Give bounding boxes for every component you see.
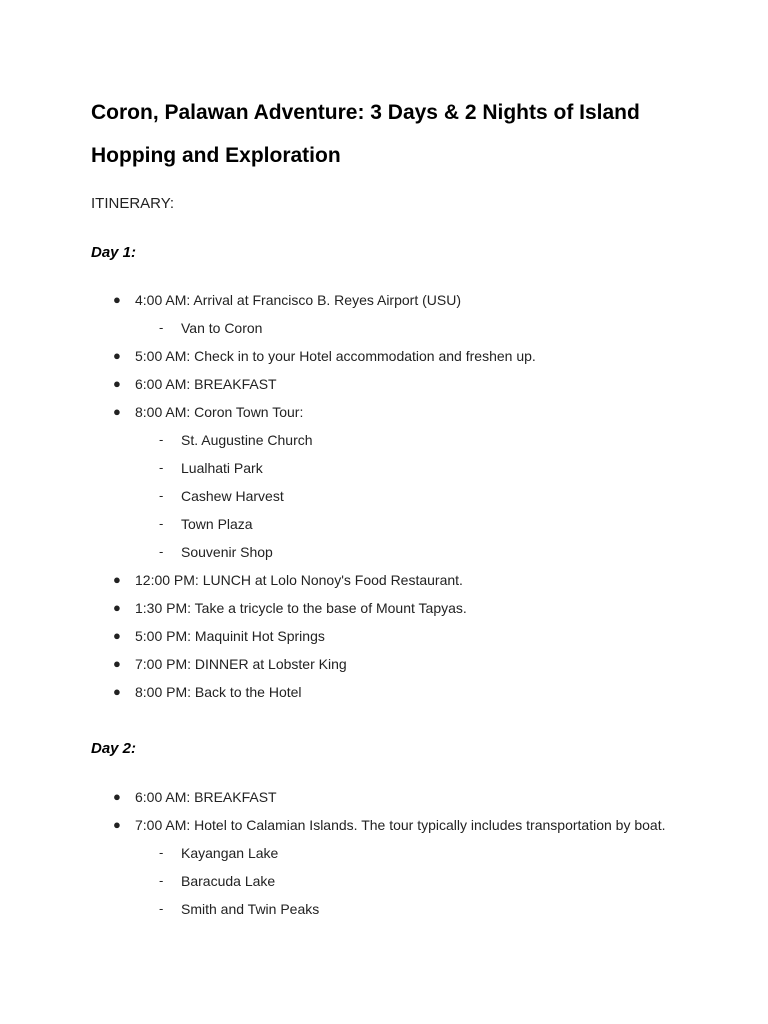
day-1-heading: Day 1: xyxy=(91,244,137,261)
bullet-icon: ● xyxy=(113,628,121,643)
bullet-icon: ● xyxy=(113,656,121,671)
list-item xyxy=(0,571,768,599)
list-item-text: 7:00 AM: Hotel to Calamian Islands. The tour typically includes transportation by boat. xyxy=(135,817,666,833)
sub-list-item xyxy=(0,543,768,571)
dash-icon: - xyxy=(159,901,164,916)
bullet-icon: ● xyxy=(113,348,121,363)
list-item xyxy=(0,627,768,655)
list-item-text: 7:00 PM: DINNER at Lobster King xyxy=(135,656,347,672)
list-item-text: 5:00 AM: Check in to your Hotel accommodation and freshen up. xyxy=(135,348,536,364)
sub-list-item xyxy=(0,872,768,900)
sub-list-item xyxy=(0,900,768,928)
list-item-text: 1:30 PM: Take a tricycle to the base of Mount Tapyas. xyxy=(135,600,467,616)
list-item-text: 8:00 PM: Back to the Hotel xyxy=(135,684,302,700)
sub-list-item-text: St. Augustine Church xyxy=(181,432,313,448)
bullet-icon: ● xyxy=(113,600,121,615)
sub-list-item-text: Baracuda Lake xyxy=(181,873,276,889)
bullet-icon: ● xyxy=(113,789,121,804)
sub-list-item xyxy=(0,431,768,459)
list-item xyxy=(0,347,768,375)
bullet-icon: ● xyxy=(113,817,121,832)
sub-list-item xyxy=(0,844,768,872)
list-item xyxy=(0,291,768,319)
document-title: Coron, Palawan Adventure: 3 Days & 2 Nights of Island Hopping and Exploration xyxy=(91,101,640,167)
list-item xyxy=(0,816,768,844)
sub-list-item xyxy=(0,459,768,487)
day-1-list xyxy=(0,291,768,711)
list-item xyxy=(0,599,768,627)
dash-icon: - xyxy=(159,432,164,447)
list-item xyxy=(0,403,768,431)
day-2-heading: Day 2: xyxy=(91,740,137,757)
sub-list-item-text: Cashew Harvest xyxy=(181,488,284,504)
dash-icon: - xyxy=(159,460,164,475)
dash-icon: - xyxy=(159,873,164,888)
list-item-text: 6:00 AM: BREAKFAST xyxy=(135,376,277,392)
sub-list-item xyxy=(0,319,768,347)
list-item xyxy=(0,683,768,711)
itinerary-label: ITINERARY: xyxy=(91,195,175,212)
sub-list-item-text: Kayangan Lake xyxy=(181,845,279,861)
list-item-text: 12:00 PM: LUNCH at Lolo Nonoy's Food Restaurant. xyxy=(135,572,463,588)
bullet-icon: ● xyxy=(113,684,121,699)
sub-list-item xyxy=(0,515,768,543)
bullet-icon: ● xyxy=(113,404,121,419)
list-item-text: 6:00 AM: BREAKFAST xyxy=(135,789,277,805)
sub-list-item xyxy=(0,487,768,515)
sub-list-item-text: Town Plaza xyxy=(181,516,253,532)
dash-icon: - xyxy=(159,320,164,335)
dash-icon: - xyxy=(159,488,164,503)
dash-icon: - xyxy=(159,516,164,531)
day-2-list xyxy=(0,788,768,928)
sub-list-item-text: Lualhati Park xyxy=(181,460,263,476)
list-item xyxy=(0,788,768,816)
dash-icon: - xyxy=(159,845,164,860)
bullet-icon: ● xyxy=(113,292,121,307)
bullet-icon: ● xyxy=(113,376,121,391)
sub-list-item-text: Van to Coron xyxy=(181,320,263,336)
sub-list-item-text: Smith and Twin Peaks xyxy=(181,901,320,917)
dash-icon: - xyxy=(159,544,164,559)
list-item-text: 4:00 AM: Arrival at Francisco B. Reyes Airport (USU) xyxy=(135,292,461,308)
list-item-text: 5:00 PM: Maquinit Hot Springs xyxy=(135,628,325,644)
list-item xyxy=(0,375,768,403)
list-item xyxy=(0,655,768,683)
list-item-text: 8:00 AM: Coron Town Tour: xyxy=(135,404,304,420)
sub-list-item-text: Souvenir Shop xyxy=(181,544,273,560)
bullet-icon: ● xyxy=(113,572,121,587)
